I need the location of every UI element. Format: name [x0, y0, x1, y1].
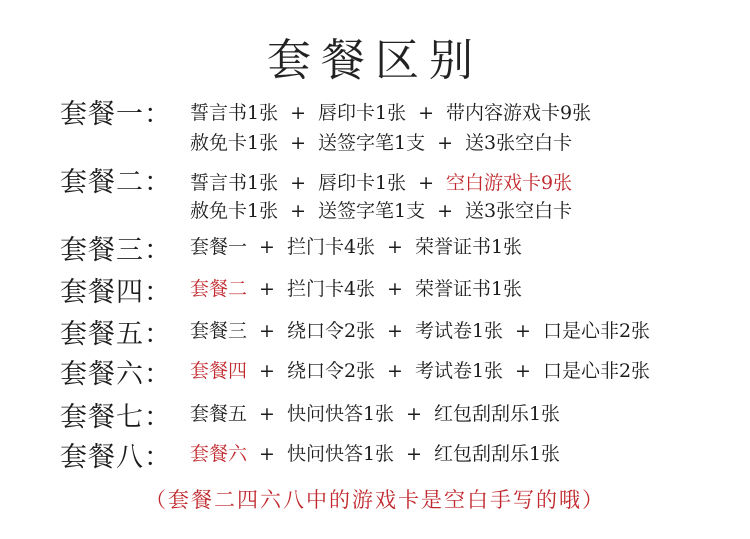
package-contents-line — [190, 168, 572, 195]
package-item: 口是心非2张 — [542, 320, 651, 342]
package-item: 送3张空白卡 — [465, 200, 573, 222]
plus-separator: + — [290, 172, 307, 194]
plus-separator: + — [515, 320, 531, 342]
plus-separator: + — [515, 360, 531, 382]
package-item: 誓言书1张 — [190, 172, 279, 194]
package-item: 考试卷1张 — [414, 360, 504, 382]
package-label: 套餐一： — [60, 99, 172, 130]
package-item: 绕口令2张 — [286, 320, 376, 342]
plus-separator: + — [259, 360, 275, 382]
package-label: 套餐七： — [60, 402, 172, 433]
package-label: 套餐四： — [60, 277, 172, 308]
plus-separator: + — [387, 278, 403, 300]
package-item: 套餐一 — [190, 236, 248, 258]
plus-separator: + — [259, 443, 275, 465]
package-item: 誓言书1张 — [190, 102, 279, 124]
page-title: 套餐区别 — [267, 35, 483, 86]
package-contents-line — [190, 399, 560, 426]
package-item: 唇印卡1张 — [318, 172, 407, 194]
package-contents-line — [190, 274, 522, 301]
package-item: 赦免卡1张 — [190, 132, 279, 154]
plus-separator: + — [418, 172, 435, 194]
package-label: 套餐三： — [60, 235, 172, 266]
highlighted-item: 套餐四 — [190, 360, 248, 382]
package-label: 套餐六： — [60, 359, 172, 390]
plus-separator: + — [290, 102, 307, 124]
plus-separator: + — [259, 236, 275, 258]
footer-note: （套餐二四六八中的游戏卡是空白手写的哦） — [145, 488, 605, 512]
package-item: 绕口令2张 — [286, 360, 376, 382]
plus-separator: + — [259, 403, 275, 425]
package-item: 送签字笔1支 — [318, 200, 426, 222]
package-contents-line — [190, 316, 650, 343]
package-contents-line — [190, 439, 560, 466]
plus-separator: + — [387, 236, 403, 258]
package-item: 赦免卡1张 — [190, 200, 279, 222]
package-item: 套餐五 — [190, 403, 248, 425]
plus-separator: + — [259, 320, 275, 342]
plus-separator: + — [387, 320, 403, 342]
package-item: 带内容游戏卡9张 — [446, 102, 592, 124]
package-item: 考试卷1张 — [414, 320, 504, 342]
package-label: 套餐八： — [60, 442, 172, 473]
highlighted-item: 套餐六 — [190, 443, 248, 465]
package-contents-line — [190, 98, 591, 125]
package-contents-line — [190, 232, 522, 259]
plus-separator: + — [418, 102, 435, 124]
plus-separator: + — [259, 278, 275, 300]
plus-separator: + — [437, 132, 454, 154]
plus-separator: + — [406, 443, 422, 465]
plus-separator: + — [290, 132, 307, 154]
package-item: 唇印卡1张 — [318, 102, 407, 124]
plus-separator: + — [387, 360, 403, 382]
plus-separator: + — [406, 403, 422, 425]
package-item: 红包刮刮乐1张 — [433, 403, 561, 425]
highlighted-item: 空白游戏卡9张 — [446, 172, 573, 194]
package-item: 拦门卡4张 — [286, 236, 376, 258]
package-contents-line — [190, 356, 650, 383]
plus-separator: + — [290, 200, 307, 222]
package-item: 荣誉证书1张 — [414, 278, 523, 300]
package-item: 送3张空白卡 — [465, 132, 573, 154]
package-item: 快问快答1张 — [286, 403, 395, 425]
plus-separator: + — [437, 200, 454, 222]
package-item: 套餐三 — [190, 320, 248, 342]
package-item: 拦门卡4张 — [286, 278, 376, 300]
highlighted-item: 套餐二 — [190, 278, 248, 300]
package-item: 红包刮刮乐1张 — [433, 443, 561, 465]
package-label: 套餐二： — [60, 167, 172, 198]
package-item: 荣誉证书1张 — [414, 236, 523, 258]
package-label: 套餐五： — [60, 319, 172, 350]
package-item: 送签字笔1支 — [318, 132, 426, 154]
package-item: 快问快答1张 — [286, 443, 395, 465]
package-item: 口是心非2张 — [542, 360, 651, 382]
package-contents-line — [190, 128, 572, 155]
package-contents-line — [190, 196, 572, 223]
